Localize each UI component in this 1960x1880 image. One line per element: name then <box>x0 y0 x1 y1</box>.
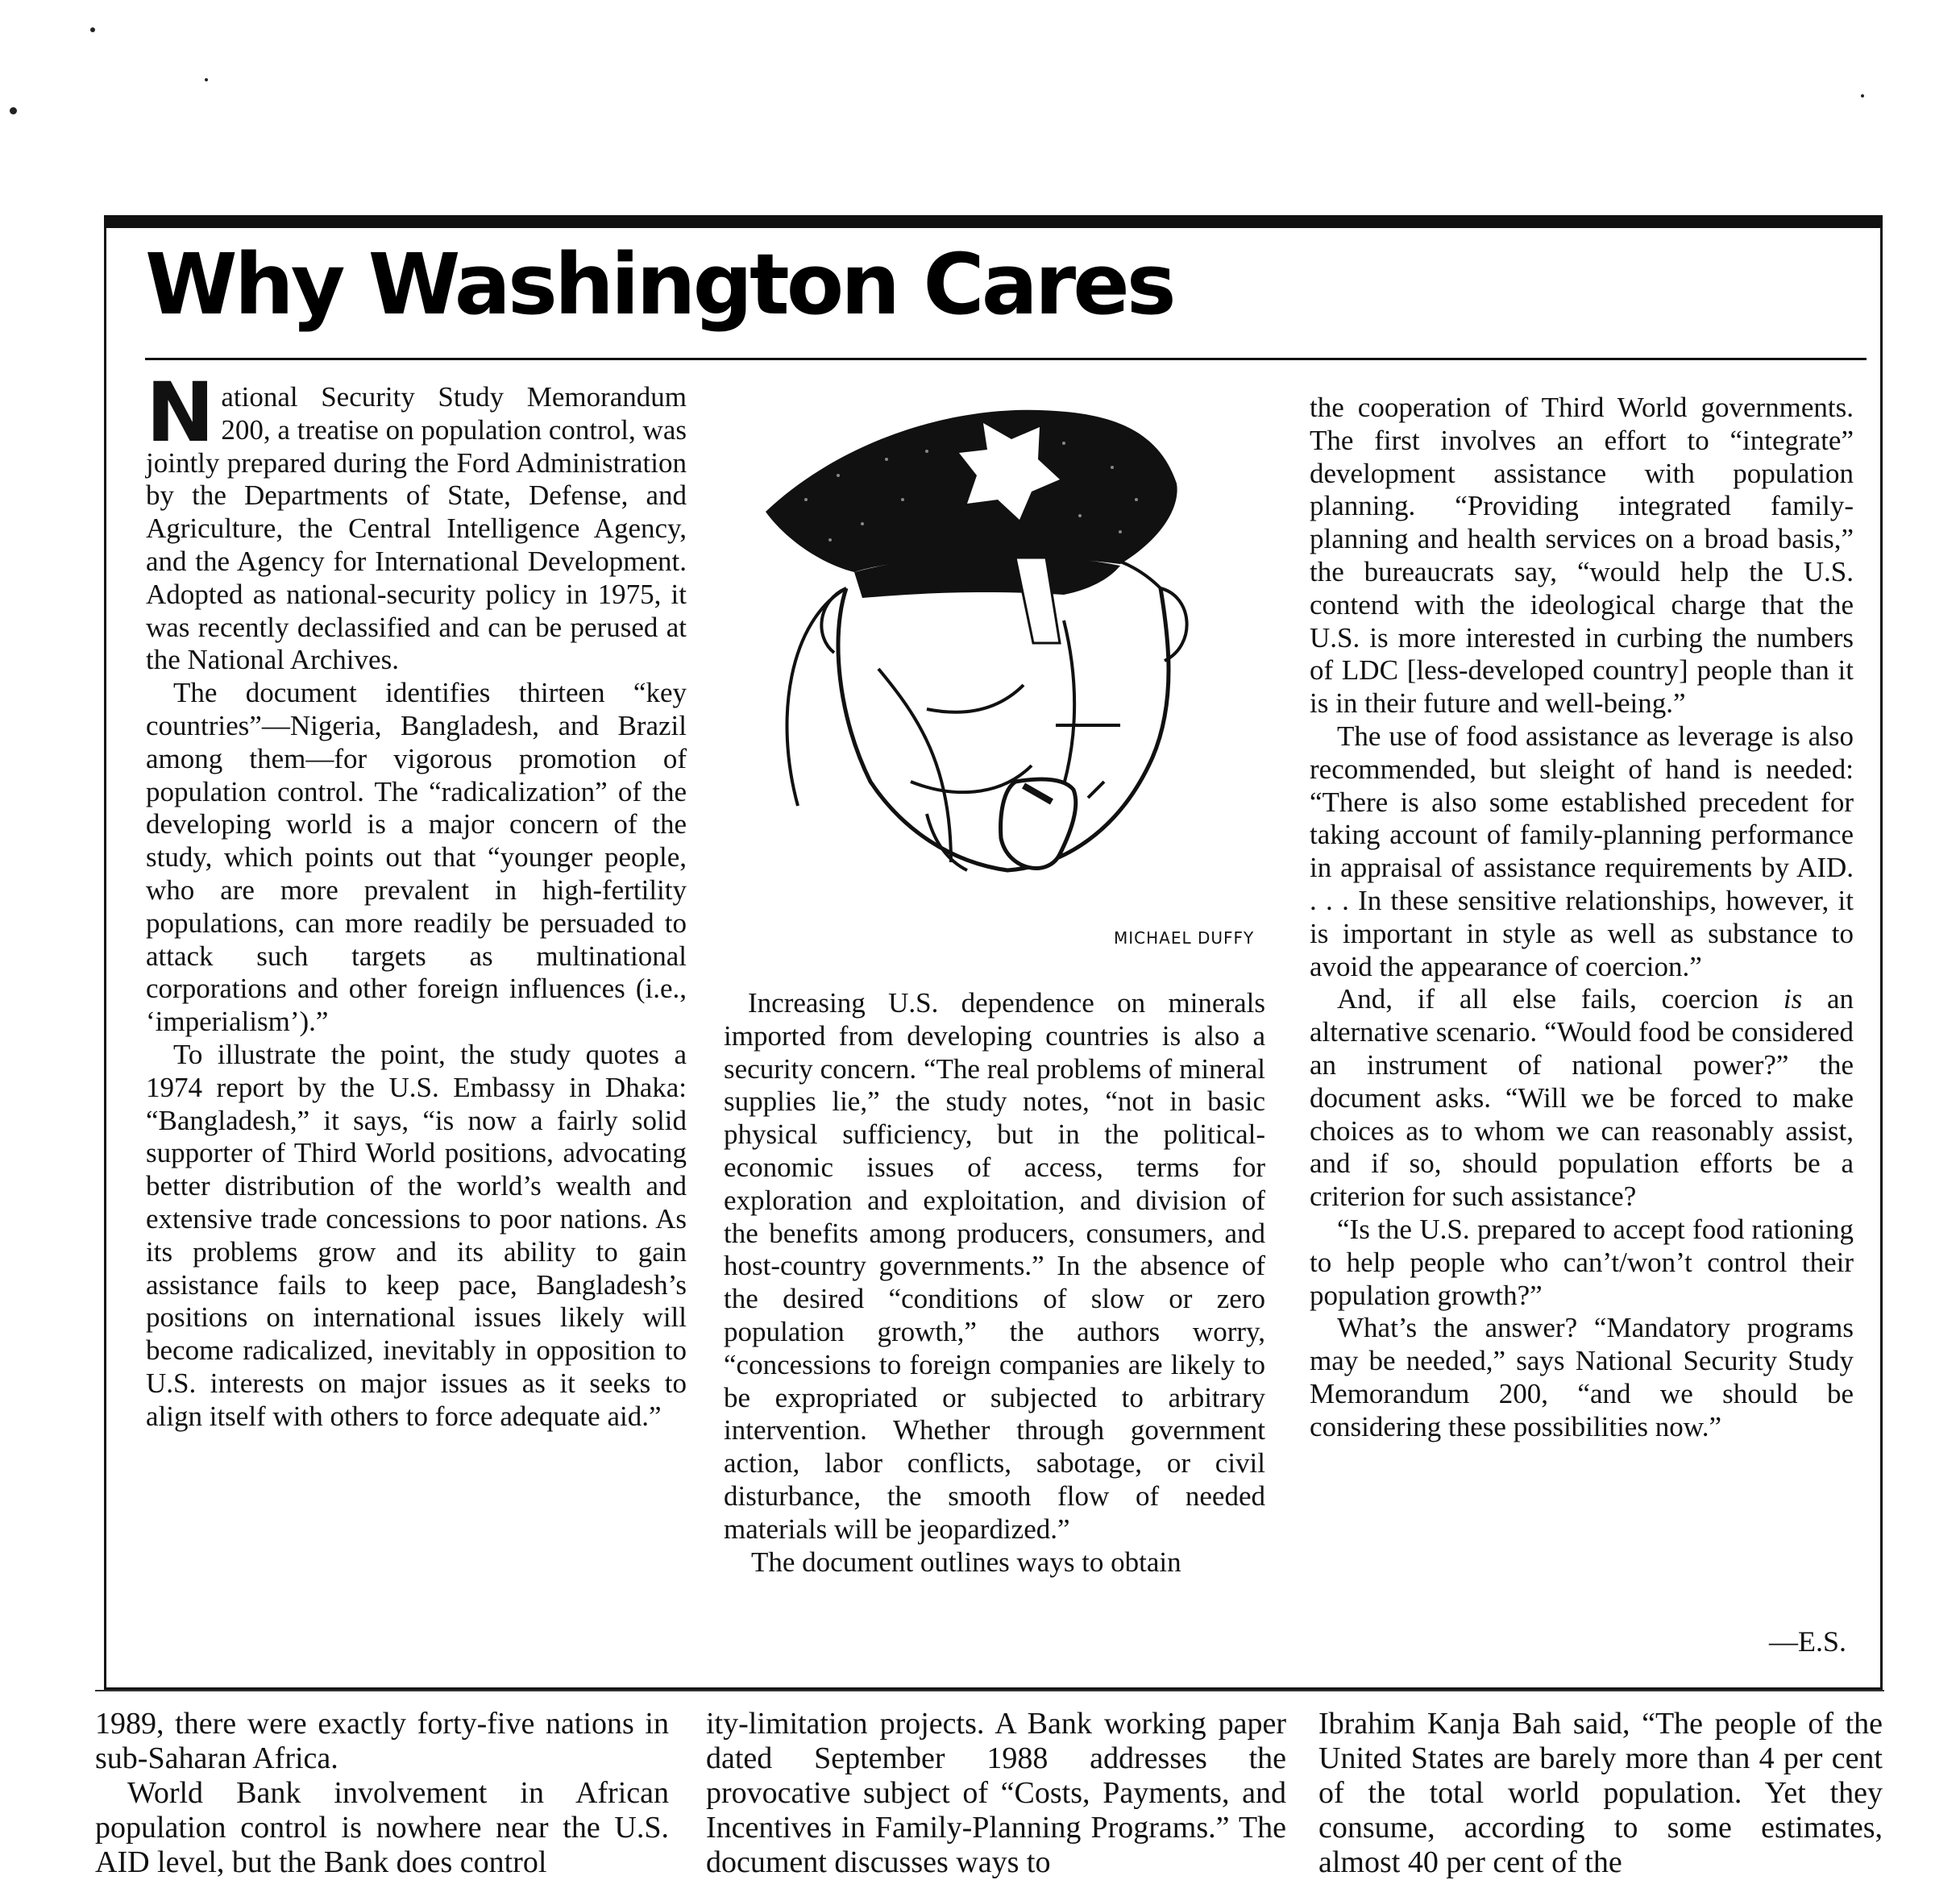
paragraph: The document outlines ways to obtain <box>751 1546 1181 1578</box>
paragraph: The document identifies thirteen “key countries”—Nigeria, Bangladesh, and Brazil among them—for vigorous promotion of population control. The “radicalization” of the developing world is a major concern of the study, which points out that “younger people, who are more prevalent in high-fertility populations, can more readily be persuaded to attack such targets as multinational corporations and other foreign influences (i.e., ‘imperialism’).” <box>146 677 687 1038</box>
paragraph: ity-limitation projects. A Bank working paper dated September 1988 addresses the provocative subject of “Costs, Payments, and Incentives in Family-Planning Programs.” The document discusses ways to <box>706 1707 1286 1879</box>
paragraph: “Is the U.S. prepared to accept food rationing to help people who can’t/won’t control their population growth?” <box>1310 1213 1854 1311</box>
paragraph-text: ational Security Study Memorandum 200, a treatise on population control, was jointly prepared during the Ford Administration by the Departments of State, Defense, and Agriculture, the Central Intelligence Agency, and the Agency for International Development. Adopted as national-security policy in 1975, it was recently declassified and can be perused at the National Archives. <box>146 381 687 676</box>
paragraph: the cooperation of Third World governments. The first involves an effort to “integrate” development assistance with population planning. “Providing integrated family-planning and health services on a broad basis,” the bureaucrats say, “would help the U.S. contend with the ideological charge that the U.S. is more interested in curbing the numbers of LDC [less-developed country] people than it is in their future and well-being.” <box>1310 392 1854 720</box>
globe-police-illustration <box>741 379 1257 927</box>
author-initials: —E.S. <box>1768 1625 1846 1658</box>
page-rule <box>95 1690 1884 1691</box>
scan-speck <box>1861 94 1864 98</box>
illustration-credit: MICHAEL DUFFY <box>1114 928 1255 948</box>
drop-cap: N <box>146 365 215 461</box>
paragraph-text: And, if all else fails, coercion <box>1337 983 1784 1015</box>
paragraph-text: an alternative scenario. “Would food be considered an instrument of national power?” the document asks. “Will we be forced to make choices as to whom we can reasonably assist, and if so, should population efforts be a criterion for such assistance? <box>1310 983 1854 1213</box>
article-column-1 <box>146 365 687 1434</box>
paragraph: 1989, there were exactly forty-five nations in sub-Saharan Africa. <box>95 1707 669 1775</box>
paragraph: World Bank involvement in African population control is nowhere near the U.S. AID level, but the Bank does control <box>95 1776 669 1879</box>
scan-speck <box>90 27 95 32</box>
paragraph: Increasing U.S. dependence on minerals imported from developing countries is also a security concern. “The real problems of mineral supplies lie,” the study notes, “not in basic physical sufficiency, but in the political-economic issues of access, terms for exploration and exploitation, and division of the benefits among producers, consumers, and host-country governments.” In the absence of the desired “conditions of slow or zero population growth,” the authors worry, “concessions to foreign companies are likely to be expropriated or subjected to arbitrary intervention. Whether through government action, labor conflicts, sabotage, or civil disturbance, the smooth flow of needed materials will be jeopardized.” <box>724 987 1265 1545</box>
paragraph <box>1310 983 1854 1214</box>
title-rule <box>145 358 1867 360</box>
scan-speck <box>205 78 208 81</box>
paragraph: To illustrate the point, the study quotes a 1974 report by the U.S. Embassy in Dhaka: “Bangladesh,” it says, “is now a fairly solid supporter of Third World positions, advocating better distribution of the world’s wealth and extensive trade concessions to poor nations. As its problems grow and its ability to gain assistance fails to keep pace, Bangladesh’s positions on international issues likely will become radicalized, inevitably in opposition to U.S. interests on major issues as it seeks to align itself with others to force adequate aid.” <box>146 1038 687 1432</box>
continuation-column-2 <box>706 1707 1286 1880</box>
emphasis: is <box>1783 983 1803 1015</box>
article-title: Why Washington Cares <box>145 235 1173 334</box>
article-column-3 <box>1310 392 1854 1444</box>
paragraph: Ibrahim Kanja Bah said, “The people of the United States are barely more than 4 per cent of the total world population. Yet they consume, according to some estimates, almost 40 per cent of the <box>1318 1707 1883 1879</box>
paragraph: The use of food assistance as leverage is also recommended, but sleight of hand is needed: “There is also some established precedent for taking account of family-planning performance in appraisal of assistance requirements by AID. . . . In these sensitive relationships, however, it is important in style as well as substance to avoid the appearance of coercion.” <box>1310 720 1854 982</box>
article-column-2 <box>724 987 1265 1579</box>
continuation-column-3 <box>1318 1707 1883 1880</box>
scan-speck <box>10 107 17 114</box>
paragraph: What’s the answer? “Mandatory programs may be needed,” says National Security Study Memorandum 200, “and we should be considering these possibilities now.” <box>1310 1312 1854 1442</box>
continuation-column-1 <box>95 1707 669 1880</box>
paragraph <box>146 365 687 677</box>
